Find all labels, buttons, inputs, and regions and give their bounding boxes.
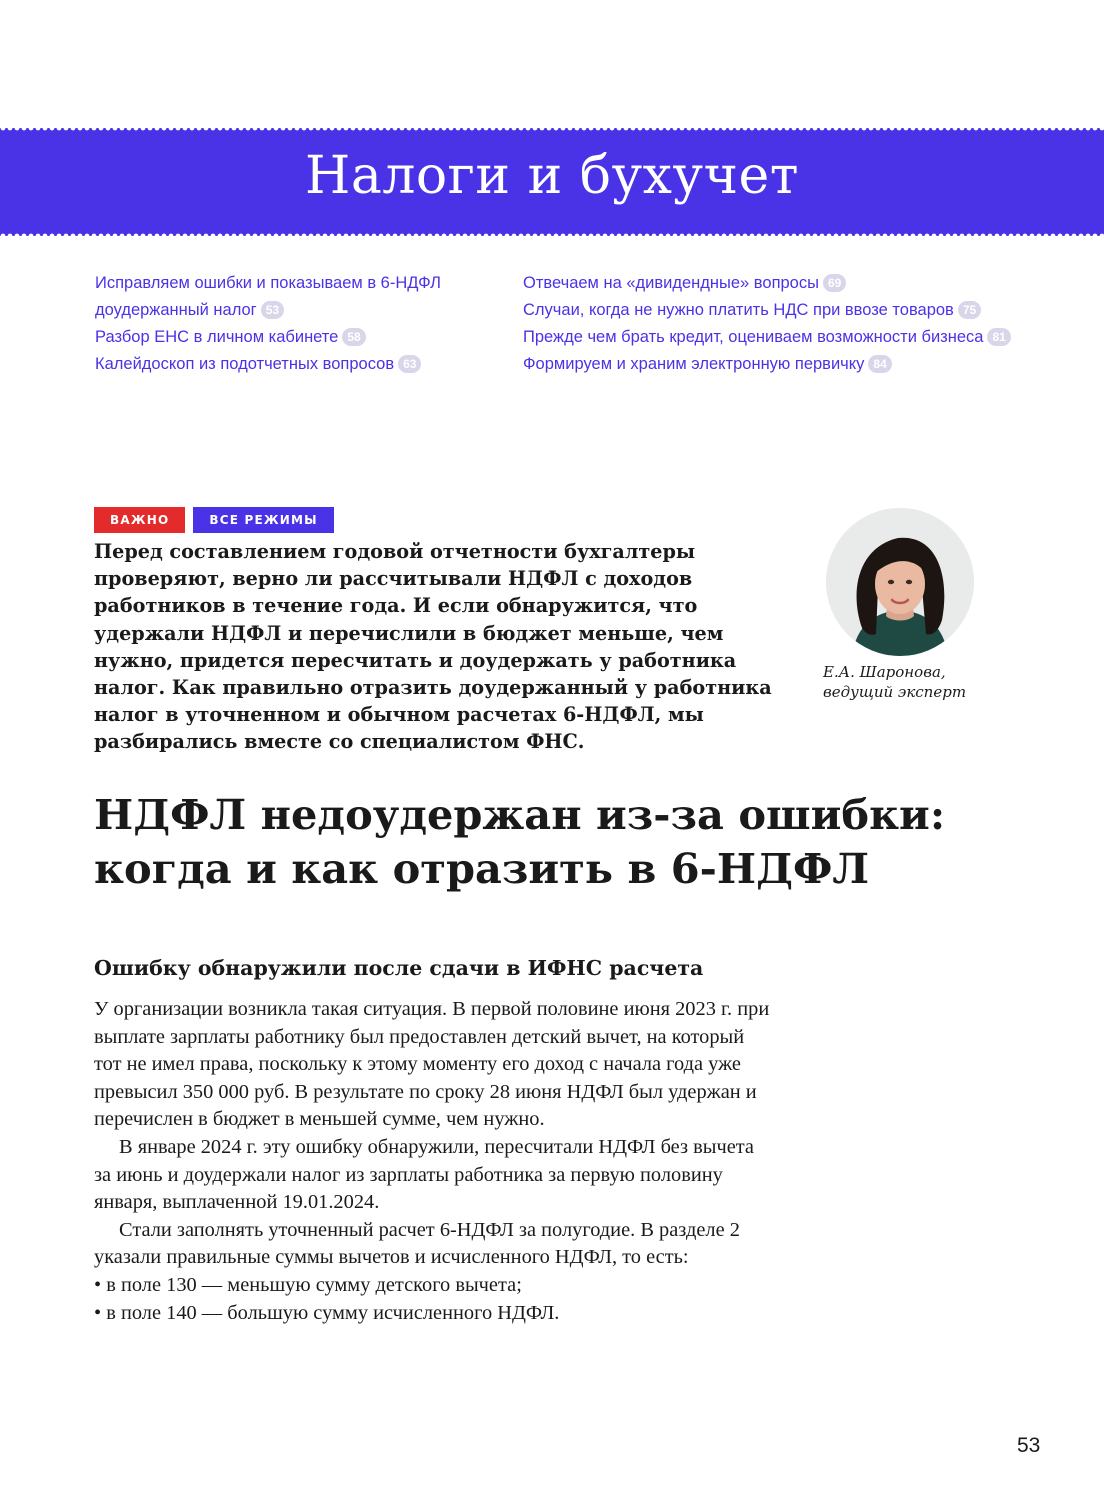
section-title: Налоги и бухучет [304,146,800,206]
toc-page-badge: 53 [261,301,284,319]
toc-item[interactable]: Отвечаем на «дивидендные» вопросы 69 [523,270,1043,297]
toc-page-badge: 75 [958,301,981,319]
toc-left-column [95,270,495,378]
toc-page-badge: 81 [987,328,1010,346]
body-paragraph: Стали заполнять уточненный расчет 6-НДФЛ за полугодие. В разделе 2 указали правильные суммы вычетов и исчисленного НДФЛ, то есть: [94,1218,740,1269]
author-name: Е.А. Шаронова, [823,663,946,681]
toc-page-badge: 69 [823,274,846,292]
tag-important: ВАЖНО [94,507,185,533]
article-subheading: Ошибку обнаружили после сдачи в ИФНС расчета [94,956,704,980]
author-role: ведущий эксперт [823,683,967,701]
toc-item[interactable]: доудержанный налог 53 [95,297,495,324]
body-paragraph: В январе 2024 г. эту ошибку обнаружили, пересчитали НДФЛ без вычета за июнь и доудержали налог из зарплаты работника за первую половину января, выплаченной 19.01.2024. [94,1135,754,1214]
toc-item[interactable]: Калейдоскоп из подотчетных вопросов 63 [95,351,495,378]
article-headline: НДФЛ недоудержан из-за ошибки: когда и как отразить в 6-НДФЛ [94,790,946,893]
toc-item[interactable]: Разбор ЕНС в личном кабинете 58 [95,324,495,351]
page-number: 53 [1017,1434,1041,1457]
toc-item[interactable]: Прежде чем брать кредит, оцениваем возможности бизнеса 81 [523,324,1043,351]
toc-item[interactable]: Исправляем ошибки и показываем в 6-НДФЛ [95,274,441,292]
toc-page-badge: 84 [868,355,891,373]
toc-item[interactable]: Формируем и храним электронную первичку 84 [523,351,1043,378]
toc-right-column [523,270,1043,378]
article-tags [94,507,334,533]
toc-page-badge: 58 [342,328,365,346]
toc-item[interactable]: Случаи, когда не нужно платить НДС при ввозе товаров 75 [523,297,1043,324]
section-banner [0,128,1104,236]
author-portrait-icon [826,508,974,656]
toc-page-badge: 63 [398,355,421,373]
list-item: • в поле 140 — большую сумму исчисленного НДФЛ. [94,1301,560,1324]
article-body [94,996,774,1327]
body-paragraph: У организации возникла такая ситуация. В первой половине июня 2023 г. при выплате зарплаты работнику был предоставлен детский вычет, на который тот не имел права, поскольку к этому моменту его доход с начала года уже превысил 350 000 руб. В результате по сроку 28 июня НДФЛ был удержан и перечислен в бюджет в меньшей сумме, чем нужно. [94,998,770,1131]
author-caption [823,662,966,702]
banner-scalloped-edge-top [0,125,1104,131]
article-lead: Перед составлением годовой отчетности бухгалтеры проверяют, верно ли рассчитывали НДФЛ с доходов работников в течение года. И если обнаружится, что удержали НДФЛ и перечислили в бюджет меньше, чем нужно, придется пересчитать и доудержать у работника налог. Как правильно отразить доудержанный у работника налог в уточненном и обычном расчетах 6-НДФЛ, мы разбирались вместе со специалистом ФНС. [94,540,772,754]
author-photo [826,508,974,656]
banner-scalloped-edge-bottom [0,233,1104,239]
tag-all-modes: ВСЕ РЕЖИМЫ [193,507,333,533]
list-item: • в поле 130 — меньшую сумму детского вычета; [94,1273,522,1296]
